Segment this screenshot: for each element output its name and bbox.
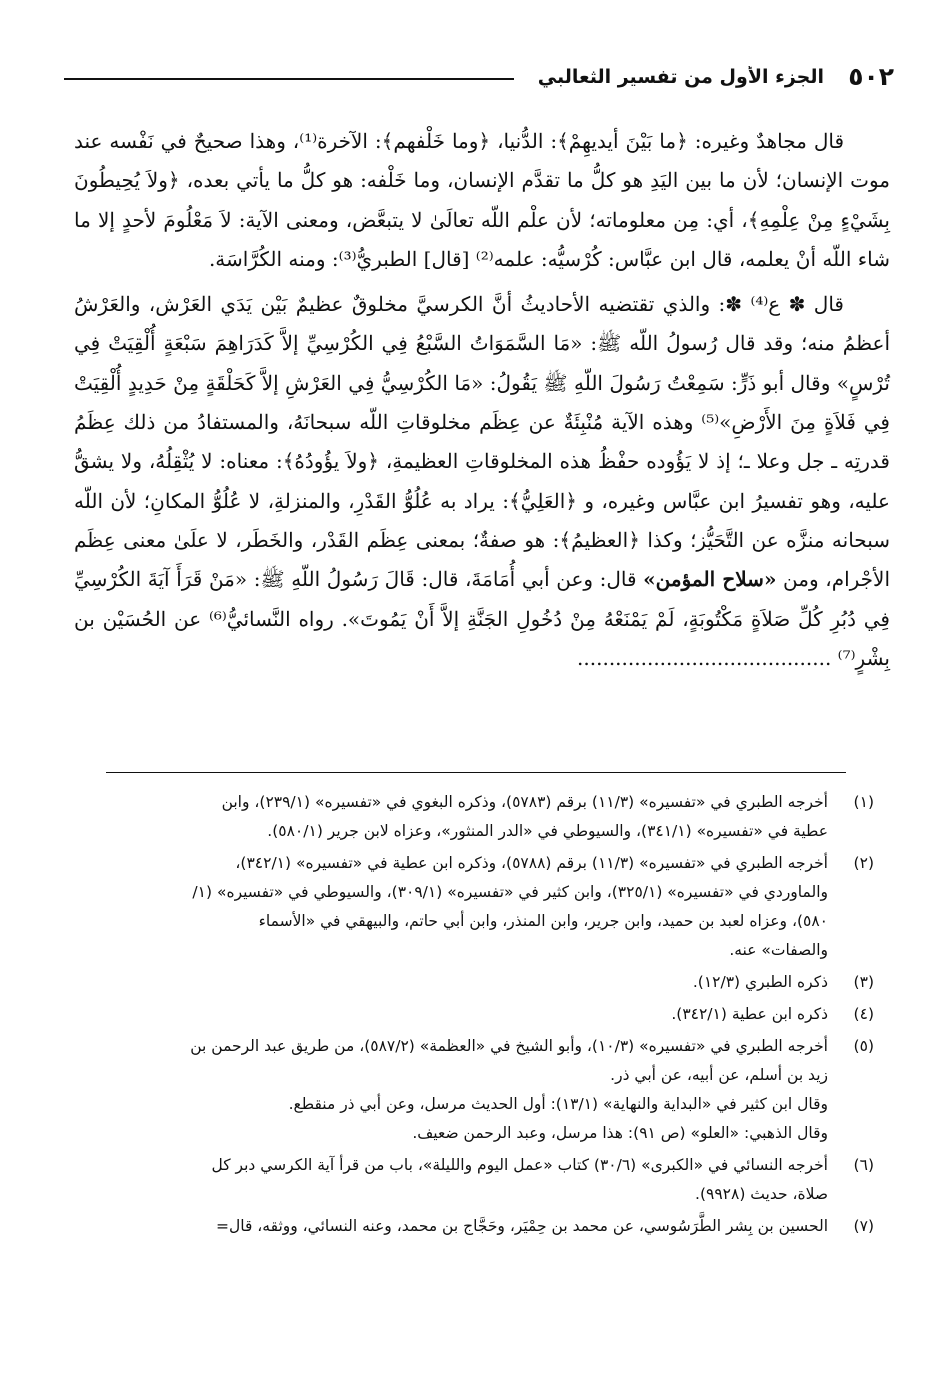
main-text [74, 122, 890, 678]
footnote-number: (٦) [853, 1156, 874, 1174]
book-title-bold: «سلاح المؤمن» [643, 567, 777, 592]
paragraph-2 [74, 285, 890, 678]
paragraph-2-text-b: قال: وعن أبي أُمَامَةَ، قال: قَالَ رَسُولُ اللّهِ ﷺ: «مَنْ قَرَأَ آيَةَ الكُرْسِيِّ فِي دُبُرِ كُلِّ صَلاَةٍ مَكْتُوبَةٍ، لَمْ يَمْنَعْهُ مِنْ دُخُولِ الجَنَّةِ إلاَّ أَنْ يَمُوتَ». رواه النَّسائيُّ⁽⁶⁾ عن الحُسَيْن بن بِشْرٍ⁽⁷⁾ [74, 567, 890, 670]
footnote-separator [106, 772, 846, 773]
paragraph-2-text-a: قال ✽ ع⁽⁴⁾ ✽: والذي تقتضيه الأحاديثُ أنَّ الكرسيَّ مخلوقٌ عظيمٌ بَيْن يَدَي العَرْش، والعَرْشُ أعظمُ منه؛ وقد قال رُسولُ اللّه ﷺ: «مَا السَّمَوَاتُ السَّبْعُ فِي الكُرْسِيِّ إلاَّ كَدَرَاهِمَ سَبْعَةٍ أُلْقِيَتْ فِي تُرْسٍ» وقال أبو ذَرٍّ: سَمِعْتُ رَسُولَ اللّهِ ﷺ يَقُولُ: «مَا الكُرْسِيُّ فِي العَرْشِ إلاَّ كَحَلْقَةٍ مِنْ حَدِيدٍ أُلْقِيَتْ فِي فَلاَةٍ مِنَ الأَرْضِ»⁽⁵⁾ وهذه الآية مُنْبِئَةٌ عن عِظَم مخلوقاتِ اللّه سبحانَهُ، والمستفادُ من ذلك عِظَمُ قدرتِه ـ جل وعلا ـ؛ إذ لا يَؤُوده حفْظُ هذه المخلوقاتِ العظيمةِ، ﴿ولاَ يؤُودُهُ﴾: معناه: لا يُثْقِلُهُ، ولا يشقُّ عليه، وهو تفسيرُ ابن عبَّاس وغيره، و ﴿العَلِيُّ﴾: يراد به عُلُوُّ القَدْرِ، والمنزلةِ، لا عُلُوُّ المكانِ؛ لأن اللّه سبحانه منزَّه عن التَّحَيُّز؛ وكذا ﴿العظيمُ﴾: هو صفةٌ؛ بمعنى عِظَم القَدْر، والخَطَر، لا علَىٰ معنى عِظَم الأجْرام، ومن [74, 292, 890, 592]
footnote-line: عطية في «تفسيره» (٣٤١/١)، والسيوطي في «الدر المنثور»، وعزاه لابن جرير (٥٨٠/١). [267, 822, 828, 840]
footnote-line: ذكره ابن عطية (٣٤٢/١). [671, 1005, 828, 1023]
page-header [64, 58, 894, 98]
footnote-line: والصفات» عنه. [729, 941, 828, 959]
footnote-line: أخرجه الطبري في «تفسيره» (١٠/٣)، وأبو الشيخ في «العظمة» (٥٨٧/٢)، من طريق عبد الرحمن بن [190, 1037, 828, 1055]
footnote-5 [74, 1032, 874, 1148]
footnote-line: وقال الذهبي: «العلو» (ص ٩١): هذا مرسل، وعبد الرحمن ضعيف. [412, 1124, 828, 1142]
footnote-1 [74, 788, 874, 846]
footnote-line: وقال ابن كثير في «البداية والنهاية» (١٣/١): أول الحديث مرسل، وعن أبي ذر منقطع. [288, 1095, 828, 1113]
footnote-4 [74, 1000, 874, 1029]
footnote-number: (١) [853, 793, 874, 811]
footnote-number: (٣) [853, 973, 874, 991]
header-rule [64, 78, 514, 80]
footnote-number: (٥) [853, 1037, 874, 1055]
footnote-line: والماوردي في «تفسيره» (٣٢٥/١)، وابن كثير في «تفسيره» (٣٠٩/١)، والسيوطي في «تفسيره» (١/ [192, 883, 828, 901]
footnote-line: صلاة، حديث (٩٩٢٨). [695, 1185, 828, 1203]
footnote-line: زيد بن أسلم، عن أبيه، عن أبي ذر. [610, 1066, 828, 1084]
footnote-number: (٧) [853, 1217, 874, 1235]
footnote-line: أخرجه الطبري في «تفسيره» (١١/٣) برقم (٥٧٨٣)، وذكره البغوي في «تفسيره» (٢٣٩/١)، وابن [221, 793, 828, 811]
footnote-number: (٤) [853, 1005, 874, 1023]
paragraph-1: قال مجاهدٌ وغيره: ﴿ما بَيْنَ أيديهِمْ﴾: الدُّنيا، ﴿وما خَلْفهم﴾: الآخرة⁽¹⁾، وهذا صحيحٌ في نَفْسه عند موت الإنسان؛ لأن ما بين اليَدِ هو كلُّ ما تقدَّم الإنسان، وما خَلْفه: هو كلُّ ما يأتي بعده، ﴿ولاَ يُحِيطُونَ بِشَيْءٍ مِنْ عِلْمِهِ﴾، أي: مِن معلوماته؛ لأن علْم اللّه تعالَىٰ لا يتبعَّض، ومعنى الآية: لاَ مَعْلُومَ لأحدٍ إلا ما شاء اللّه أنْ يعلمه، قال ابن عبَّاس: كُرْسيُّه: علمه⁽²⁾ [قال] الطبريُّ⁽³⁾: ومنه الكُرَّاسَة. [74, 129, 890, 271]
footnote-line: ٥٨٠)، وعزاه لعبد بن حميد، وابن جرير، وابن المنذر، وابن أبي حاتم، والبيهقي في «الأسماء [258, 912, 828, 930]
footnote-3 [74, 968, 874, 997]
continuation-dots: ........................................ [577, 645, 832, 670]
footnote-2 [74, 849, 874, 965]
footnote-line: أخرجه النسائي في «الكبرى» (٣٠/٦) كتاب «عمل اليوم والليلة»، باب من قرأ آية الكرسي دبر كل [211, 1156, 828, 1174]
footnote-7 [74, 1212, 874, 1241]
running-title: الجزء الأول من تفسير الثعالبي [537, 66, 824, 88]
footnote-number: (٢) [853, 854, 874, 872]
footnote-line: ذكره الطبري (١٢/٣). [692, 973, 828, 991]
footnotes [74, 788, 874, 1244]
footnote-line: الحسين بن بِشر الطَّرَسُوسي، عن محمد بن حِمْيَر، وحَجَّاج بن محمد، وعنه النسائي، ووثقه، قال= [215, 1217, 828, 1235]
page-number: ٥٠٢ [848, 62, 894, 91]
footnote-6 [74, 1151, 874, 1209]
footnote-line: أخرجه الطبري في «تفسيره» (١١/٣) برقم (٥٧٨٨)، وذكره ابن عطية في «تفسيره» (٣٤٢/١)، [235, 854, 828, 872]
